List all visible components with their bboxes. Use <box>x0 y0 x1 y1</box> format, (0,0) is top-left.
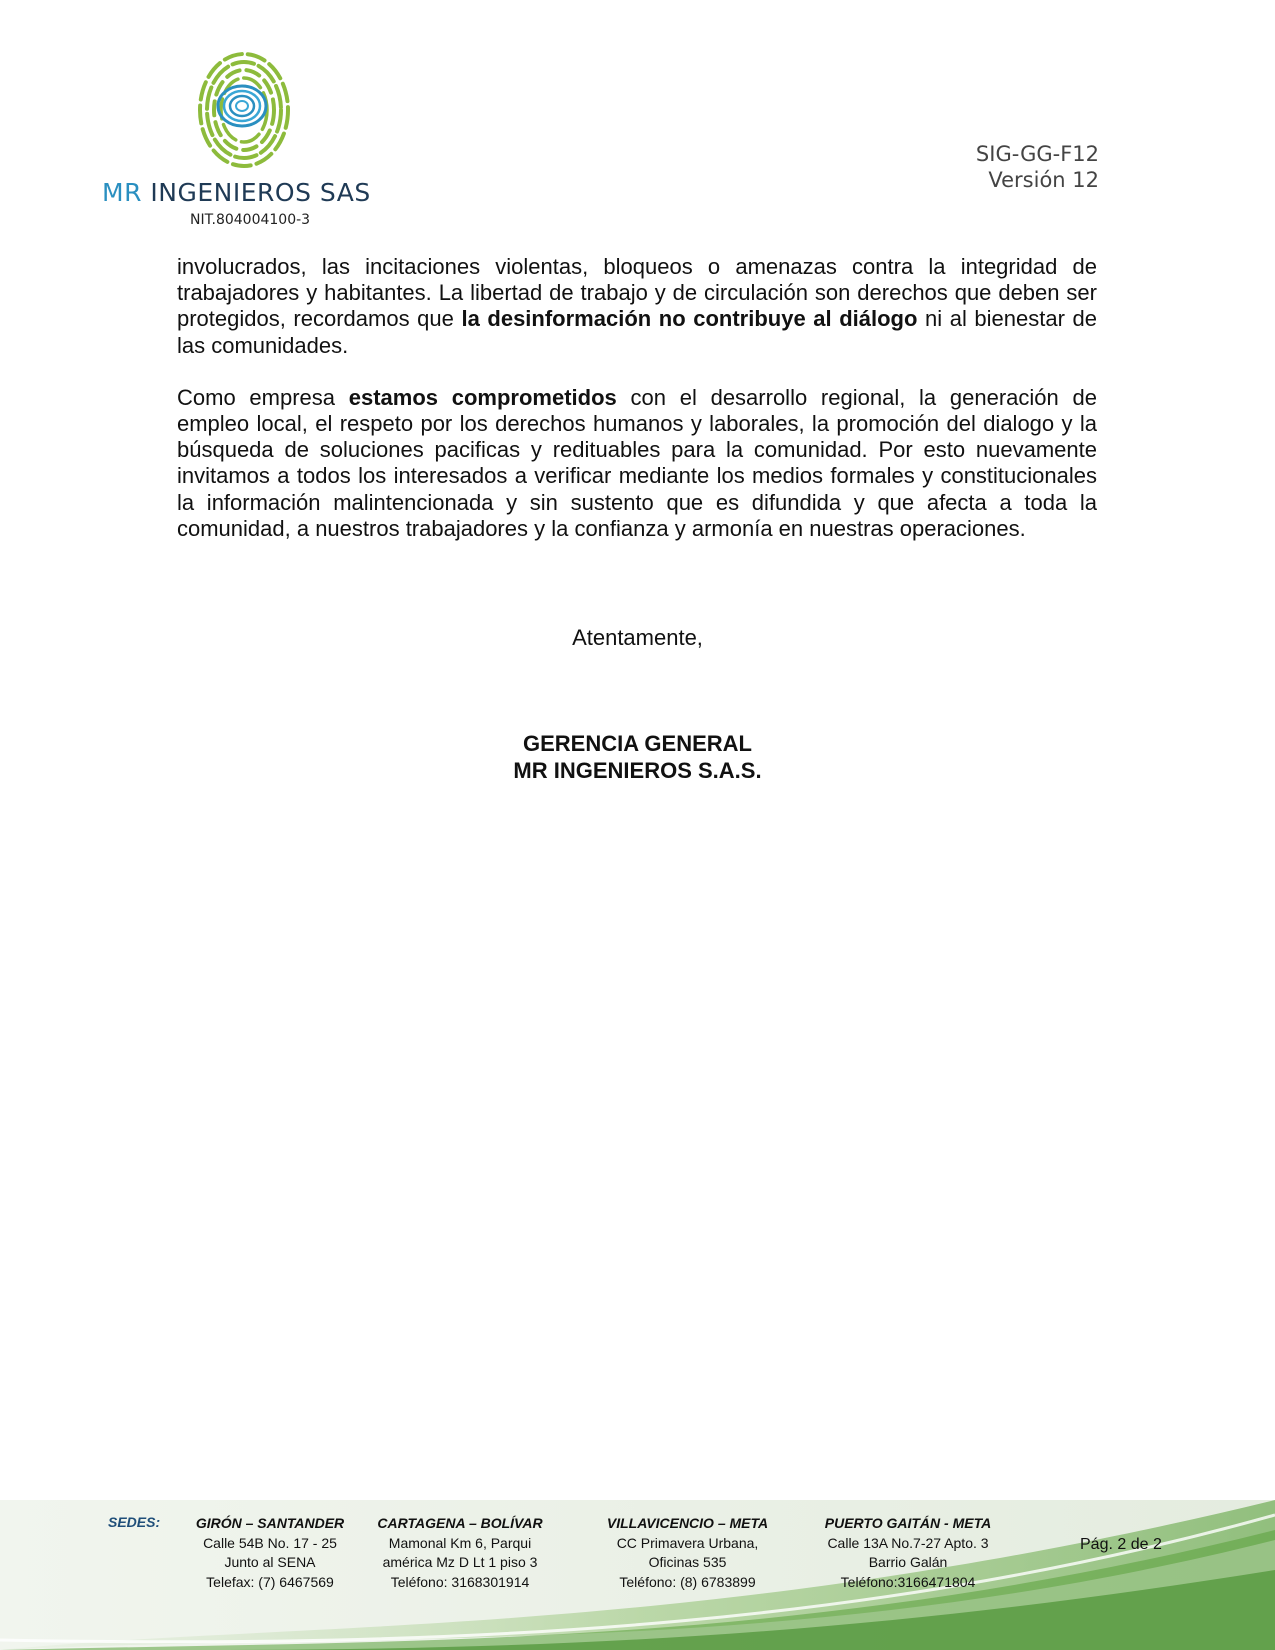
office-address: Mamonal Km 6, Parqui <box>388 1534 532 1551</box>
office-phone: Telefax: (7) 6467569 <box>206 1573 334 1590</box>
paragraph-1-text-a: involucrados, las incitaciones violentas, bloqueos o amenazas contra la integridad de trabajadores y habitantes. La libertad de trabajo y de circulación son derechos que deben ser protegidos, recordamos que <box>177 254 1097 332</box>
document-reference <box>976 141 1099 193</box>
closing-salutation: Atentamente, <box>572 625 703 650</box>
paragraph-1-text-c: ni al bienestar de las comunidades. <box>177 306 1097 358</box>
company-name-rest: INGENIEROS SAS <box>150 178 371 207</box>
fingerprint-logo-icon <box>196 50 296 178</box>
page-footer <box>0 1500 1275 1650</box>
paragraph-2-bold: estamos comprometidos <box>348 384 617 410</box>
letter-body <box>177 254 1097 568</box>
company-logo <box>96 50 426 230</box>
paragraph-1 <box>177 254 1097 359</box>
document-version: Versión 12 <box>988 168 1099 192</box>
company-name <box>102 178 371 207</box>
office-city: VILLAVICENCIO – META <box>606 1515 769 1531</box>
signature-line-2: MR INGENIEROS S.A.S. <box>513 758 762 783</box>
company-name-mr: MR <box>102 178 142 207</box>
company-nit: NIT.804004100-3 <box>190 212 311 228</box>
sedes-label: SEDES: <box>108 1514 161 1530</box>
office-city: PUERTO GAITÁN - META <box>824 1515 992 1531</box>
paragraph-2-text-a: Como empresa <box>177 384 349 410</box>
office-phone: Teléfono:3166471804 <box>840 1573 976 1590</box>
office-phone: Teléfono: 3168301914 <box>390 1573 530 1590</box>
document-code: SIG-GG-F12 <box>975 142 1099 166</box>
office-city: CARTAGENA – BOLÍVAR <box>377 1515 543 1531</box>
office-giron <box>175 1514 365 1592</box>
signature-block <box>0 730 1275 784</box>
office-address: Calle 54B No. 17 - 25 <box>203 1534 337 1551</box>
signature-line-1: GERENCIA GENERAL <box>523 731 752 756</box>
office-address-detail: Junto al SENA <box>224 1554 316 1570</box>
office-address-detail: américa Mz D Lt 1 piso 3 <box>382 1554 538 1570</box>
office-address-detail: Oficinas 535 <box>648 1554 727 1570</box>
office-cartagena <box>365 1514 555 1592</box>
paragraph-2-text-c: con el desarrollo regional, la generación de empleo local, el respeto por los derechos humanos y laborales, la promoción del dialogo y la búsqueda de soluciones pacificas y redituables para la comunidad. Por esto nuevamente invitamos a todos los interesados a verificar mediante los medios formales y constitucionales la información malintencionada y sin sustento que es difundida y que afecta a toda la comunidad, a nuestros trabajadores y la confianza y armonía en nuestras operaciones. <box>177 384 1097 541</box>
paragraph-2 <box>177 385 1097 542</box>
office-villavicencio <box>590 1514 785 1592</box>
office-address-detail: Barrio Galán <box>868 1554 948 1570</box>
page-number: Pág. 2 de 2 <box>1080 1536 1162 1553</box>
office-phone: Teléfono: (8) 6783899 <box>619 1573 756 1590</box>
office-address: Calle 13A No.7-27 Apto. 3 <box>827 1534 989 1551</box>
office-puerto-gaitan <box>808 1514 1008 1592</box>
paragraph-1-bold: la desinformación no contribuye al diálogo <box>461 306 918 332</box>
office-city: GIRÓN – SANTANDER <box>195 1515 345 1531</box>
office-address: CC Primavera Urbana, <box>616 1534 759 1551</box>
